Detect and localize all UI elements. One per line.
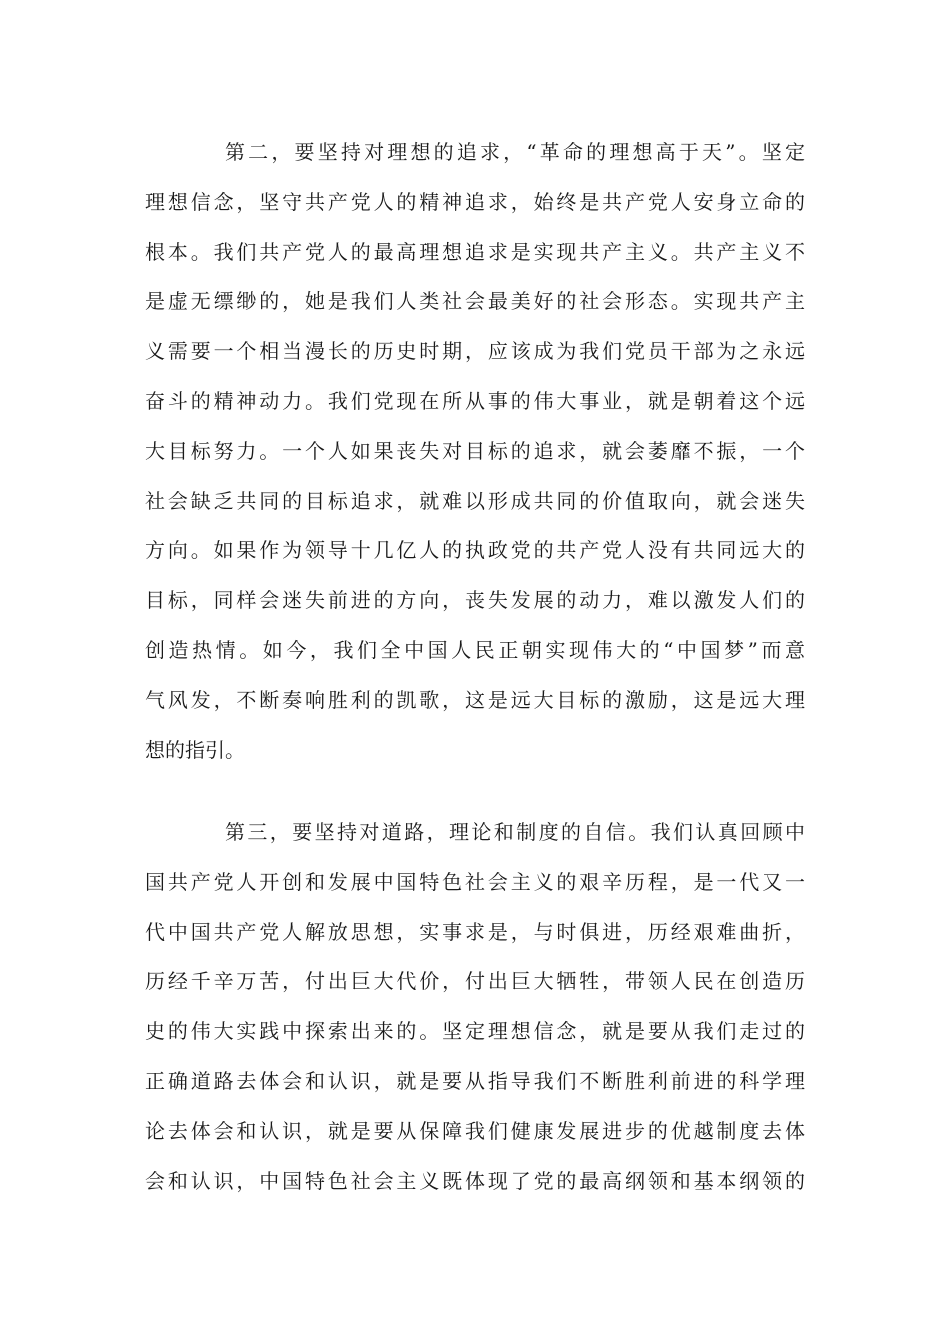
text-line: 历经千辛万苦，付出巨大代价，付出巨大牺牲，带领人民在创造历 (145, 969, 805, 994)
text-line: 根本。我们共产党人的最高理想追求是实现共产主义。共产主义不 (145, 239, 805, 264)
text-line: 想的指引。 (145, 737, 245, 762)
text-line: 奋斗的精神动力。我们党现在所从事的伟大事业，就是朝着这个远 (145, 388, 805, 413)
paragraph-third-point (145, 808, 805, 1206)
text-line: 代中国共产党人解放思想，实事求是，与时俱进，历经艰难曲折， (145, 919, 805, 944)
text-line: 正确道路去体会和认识，就是要从指导我们不断胜利前进的科学理 (145, 1068, 805, 1093)
text-line: 目标，同样会迷失前进的方向，丧失发展的动力，难以激发人们的 (145, 588, 805, 613)
text-line: 气风发，不断奏响胜利的凯歌，这是远大目标的激励，这是远大理 (145, 687, 805, 712)
text-line: 是虚无缥缈的，她是我们人类社会最美好的社会形态。实现共产主 (145, 289, 805, 314)
text-line: 方向。如果作为领导十几亿人的执政党的共产党人没有共同远大的 (145, 538, 805, 563)
text-line: 论去体会和认识，就是要从保障我们健康发展进步的优越制度去体 (145, 1118, 805, 1143)
text-line: 大目标努力。一个人如果丧失对目标的追求，就会萎靡不振，一个 (145, 438, 805, 463)
text-line: 第二，要坚持对理想的追求，“革命的理想高于天”。坚定 (225, 140, 805, 164)
text-line: 社会缺乏共同的目标追求，就难以形成共同的价值取向，就会迷失 (145, 488, 805, 513)
text-line: 创造热情。如今，我们全中国人民正朝实现伟大的“中国梦”而意 (145, 637, 805, 662)
text-line: 会和认识，中国特色社会主义既体现了党的最高纲领和基本纲领的 (145, 1168, 805, 1193)
text-line: 第三，要坚持对道路，理论和制度的自信。我们认真回顾中 (225, 820, 805, 844)
paragraph-second-point (145, 128, 805, 775)
text-line: 理想信念，坚守共产党人的精神追求，始终是共产党人安身立命的 (145, 189, 805, 214)
text-line: 义需要一个相当漫长的历史时期，应该成为我们党员干部为之永远 (145, 339, 805, 364)
text-line: 国共产党人开创和发展中国特色社会主义的艰辛历程，是一代又一 (145, 869, 805, 894)
text-line: 史的伟大实践中探索出来的。坚定理想信念，就是要从我们走过的 (145, 1019, 805, 1044)
